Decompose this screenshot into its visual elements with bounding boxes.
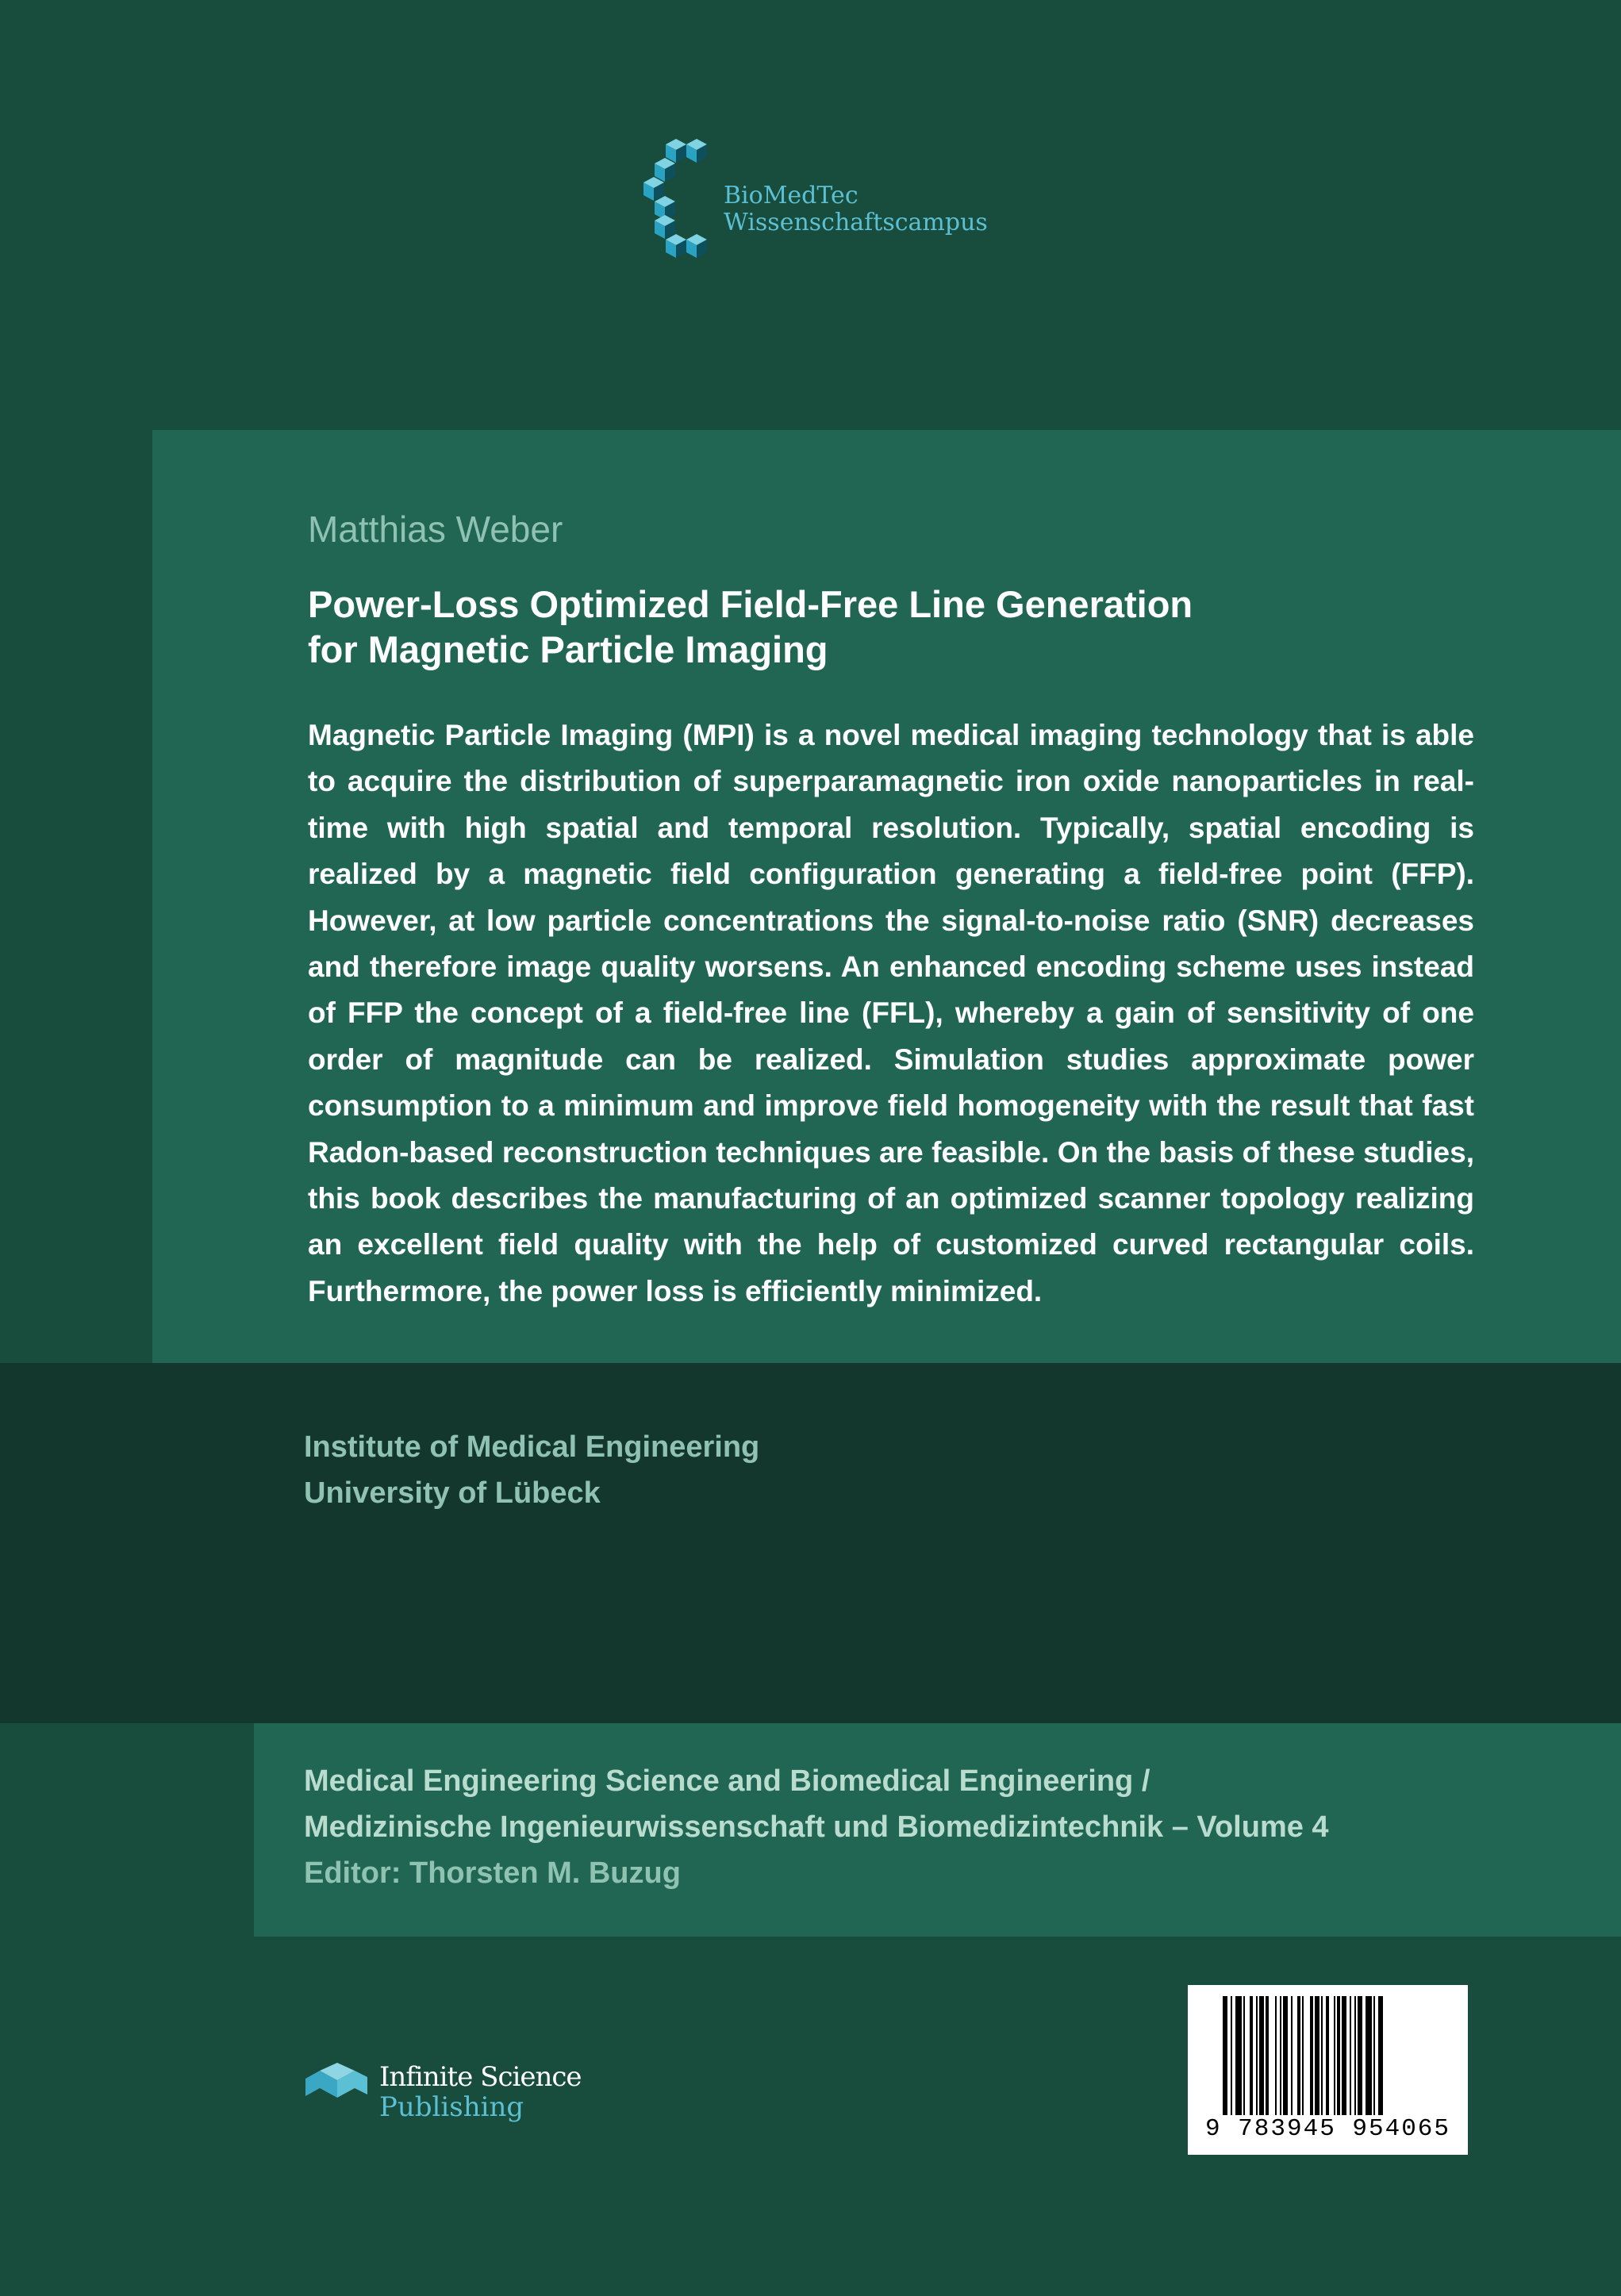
hexagon-cubes-c-icon bbox=[635, 131, 722, 290]
book-title-line1: Power-Loss Optimized Field-Free Line Generation bbox=[308, 583, 1193, 625]
author-name: Matthias Weber bbox=[308, 509, 563, 550]
series-title-en: Medical Engineering Science and Biomedical Engineering / bbox=[304, 1764, 1150, 1798]
publisher-wave-icon bbox=[304, 2061, 371, 2109]
university-name: University of Lübeck bbox=[304, 1476, 601, 1510]
isbn-digits: 9 783945 954065 bbox=[1204, 2115, 1451, 2143]
publisher-logo bbox=[304, 2061, 621, 2125]
publisher-name: Infinite Science bbox=[379, 2061, 582, 2093]
biomedtec-logo bbox=[635, 131, 1047, 290]
biomedtec-logo-line1: BioMedTec bbox=[724, 182, 859, 209]
institute-block bbox=[304, 1424, 759, 1516]
abstract-text: Magnetic Particle Imaging (MPI) is a novel medical imaging technology that is able to acquire the distribution of superparamagnetic iron oxide nanoparticles in real-time with high spatial and temporal resolution. Typically, spatial encoding is realized by a magnetic field configuration generating a field-free point (FFP). However, at low particle concentrations the signal-to-noise ratio (SNR) decreases and therefore image quality worsens. An enhanced encoding scheme uses instead of FFP the concept of a field-free line (FFL), whereby a gain of sensitivity of one order of magnitude can be realized. Simulation studies approximate power consumption to a minimum and improve field homogeneity with the result that fast Radon-based reconstruction techniques are feasible. On the basis of these studies, this book describes the manufacturing of an optimized scanner topology realizing an excellent field quality with the help of customized curved rectangular coils. Furthermore, the power loss is efficiently minimized. bbox=[308, 719, 1474, 1307]
series-title-de: Medizinische Ingenieurwissenschaft und Biomedizintechnik – Volume 4 bbox=[304, 1810, 1329, 1844]
isbn-barcode bbox=[1188, 1985, 1468, 2155]
publisher-subname: Publishing bbox=[379, 2091, 524, 2123]
institute-name: Institute of Medical Engineering bbox=[304, 1430, 760, 1464]
biomedtec-logo-text bbox=[724, 182, 988, 236]
series-editor: Editor: Thorsten M. Buzug bbox=[304, 1856, 681, 1890]
institute-band bbox=[0, 1363, 1621, 1723]
book-title bbox=[308, 582, 1498, 672]
biomedtec-logo-line2: Wissenschaftscampus bbox=[724, 209, 988, 236]
book-title-line2: for Magnetic Particle Imaging bbox=[308, 628, 828, 670]
series-block bbox=[304, 1758, 1329, 1896]
